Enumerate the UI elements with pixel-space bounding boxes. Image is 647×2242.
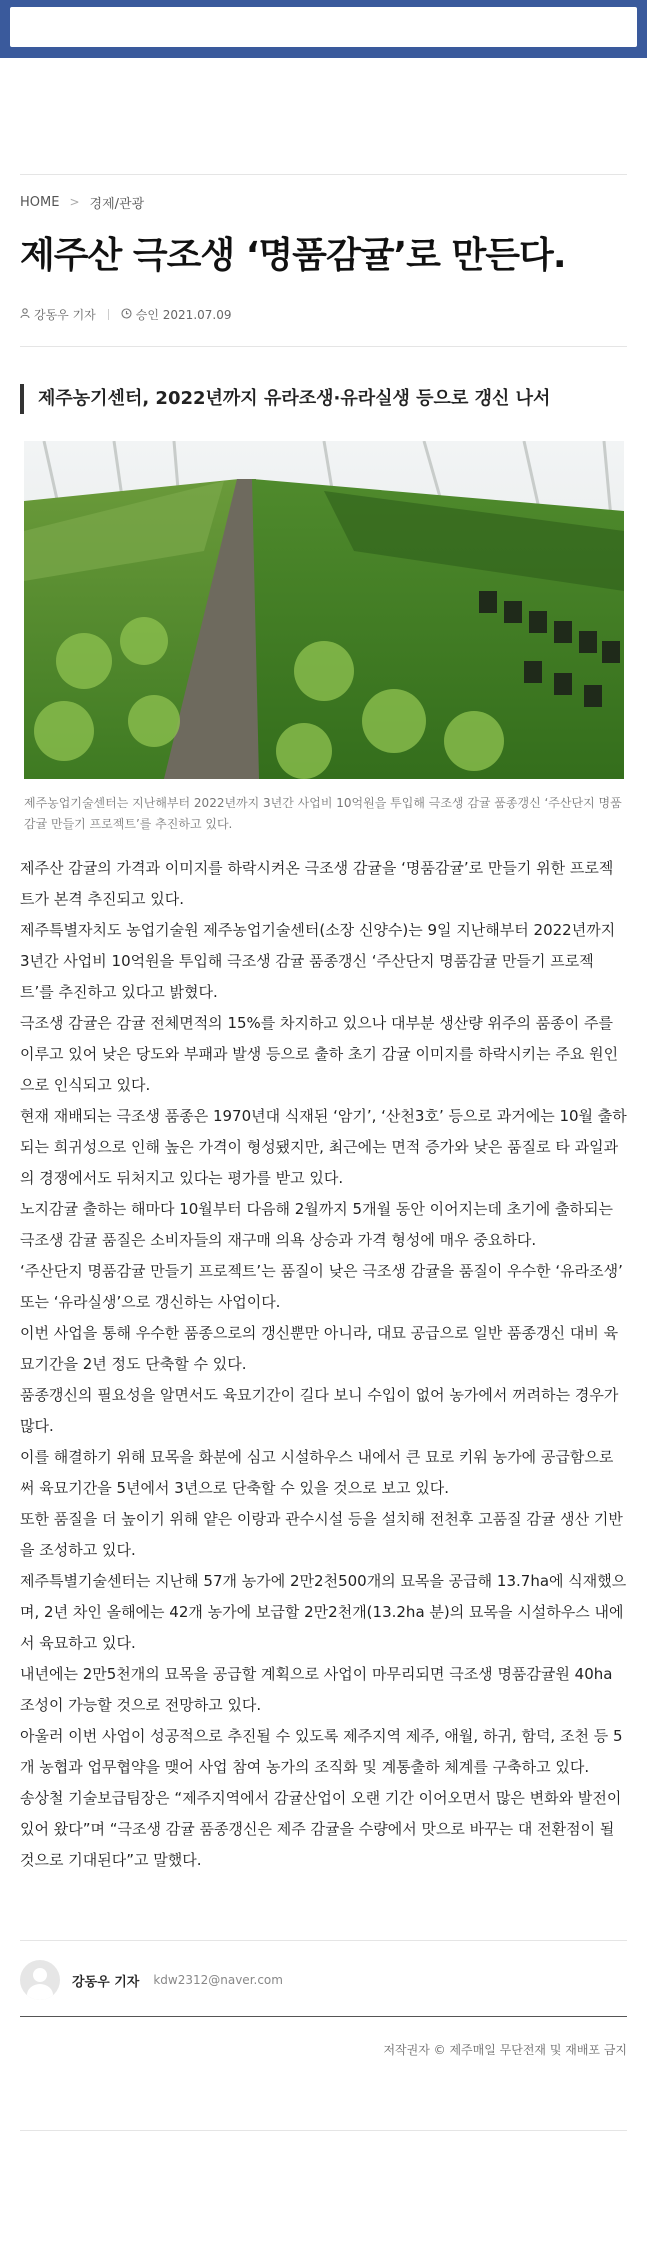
breadcrumb-section[interactable]: 경제/관광 xyxy=(89,196,145,212)
divider xyxy=(20,1940,627,1941)
article-photo[interactable] xyxy=(24,441,624,779)
breadcrumb xyxy=(20,192,627,212)
article-paragraph: 제주특별기술센터는 지난해 57개 농가에 2만2천500개의 묘목을 공급해 13.7ha에 식재했으며, 2년 차인 올해에는 42개 농가에 보급할 2만2천개(13.2ha 분)의 묘목을 시설하우스 내에서 육묘하고 있다. xyxy=(20,1572,627,1652)
chevron-right-icon: > xyxy=(69,195,80,209)
divider xyxy=(20,346,627,347)
meta-divider xyxy=(108,309,109,320)
person-icon xyxy=(20,308,30,321)
article-paragraph: 이번 사업을 통해 우수한 품종으로의 갱신뿐만 아니라, 대묘 공급으로 일반 품종갱신 대비 육묘기간을 2년 정도 단축할 수 있다. xyxy=(20,1324,619,1373)
article-paragraph: 또한 품질을 더 높이기 위해 얕은 이랑과 관수시설 등을 설치해 전천후 고품질 감귤 생산 기반을 조성하고 있다. xyxy=(20,1510,623,1559)
byline-email[interactable]: kdw2312@naver.com xyxy=(153,1973,283,1987)
article-subtitle: 제주농기센터, 2022년까지 유라조생·유라실생 등으로 갱신 나서 xyxy=(20,384,627,414)
article-paragraph: 극조생 감귤은 감귤 전체면적의 15%를 차지하고 있으나 대부분 생산량 위주의 품종이 주를 이루고 있어 낮은 당도와 부패과 발생 등으로 출하 초기 감귤 이미지를 하락시키는 주요 원인으로 인식되고 있다. xyxy=(20,1014,619,1094)
breadcrumb-home[interactable]: HOME xyxy=(20,194,60,210)
divider xyxy=(20,174,627,175)
article-paragraph: ‘주산단지 명품감귤 만들기 프로젝트’는 품질이 낮은 극조생 감귤을 품질이 우수한 ‘유라조생’ 또는 ‘유라실생’으로 갱신하는 사업이다. xyxy=(20,1262,623,1311)
avatar xyxy=(20,1960,60,2000)
article-paragraph: 아울러 이번 사업이 성공적으로 추진될 수 있도록 제주지역 제주, 애월, 하귀, 함덕, 조천 등 5개 농협과 업무협약을 맺어 사업 참여 농가의 조직화 및 계통출하 체계를 구축하고 있다. xyxy=(20,1727,623,1776)
clock-icon xyxy=(121,308,132,322)
divider xyxy=(20,2016,627,2017)
photo-caption: 제주농업기술센터는 지난해부터 2022년까지 3년간 사업비 10억원을 투입해 극조생 감귤 품종갱신 ‘주산단지 명품감귤 만들기 프로젝트’를 추진하고 있다. xyxy=(24,796,622,831)
article-paragraph: 제주산 감귤의 가격과 이미지를 하락시켜온 극조생 감귤을 ‘명품감귤’로 만들기 위한 프로젝트가 본격 추진되고 있다. xyxy=(20,859,614,908)
article-author[interactable]: 강동우 기자 xyxy=(34,308,96,322)
copyright-notice: 저작권자 © 제주매일 무단전재 및 재배포 금지 xyxy=(383,2043,627,2057)
article-meta xyxy=(20,306,627,323)
divider xyxy=(20,2130,627,2131)
article-paragraph: 제주특별자치도 농업기술원 제주농업기술센터(소장 신양수)는 9일 지난해부터 2022년까지 3년간 사업비 10억원을 투입해 극조생 감귤 품종갱신 ‘주산단지 명품감귤 만들기 프로젝트’를 추진하고 있다고 밝혔다. xyxy=(20,921,616,1001)
article-paragraph: 송상철 기술보급팀장은 “제주지역에서 감귤산업이 오랜 기간 이어오면서 많은 변화와 발전이 있어 왔다”며 “극조생 감귤 품종갱신은 제주 감귤을 수량에서 맛으로 바꾸는 대 전환점이 될 것으로 기대된다”고 말했다. xyxy=(20,1789,622,1869)
article-title: 제주산 극조생 ‘명품감귤’로 만든다. xyxy=(20,235,566,276)
article-body xyxy=(20,853,627,1876)
article-paragraph: 현재 재배되는 극조생 품종은 1970년대 식재된 ‘암기’, ‘산천3호’ 등으로 과거에는 10월 출하되는 희귀성으로 인해 높은 가격이 형성됐지만, 최근에는 면적 증가와 낮은 품질로 타 과일과의 경쟁에서도 뒤처지고 있다는 평가를 받고 있다. xyxy=(20,1107,627,1187)
article-paragraph: 이를 해결하기 위해 묘목을 화분에 심고 시설하우스 내에서 큰 묘로 키워 농가에 공급함으로써 육묘기간을 5년에서 3년으로 단축할 수 있을 것으로 보고 있다. xyxy=(20,1448,614,1497)
site-header-bar xyxy=(0,0,647,58)
article-date: 승인 2021.07.09 xyxy=(135,308,232,322)
article-paragraph: 내년에는 2만5천개의 묘목을 공급할 계획으로 사업이 마무리되면 극조생 명품감귤원 40ha 조성이 가능할 것으로 전망하고 있다. xyxy=(20,1665,613,1714)
header-search-box[interactable] xyxy=(10,7,637,47)
byline-name[interactable]: 강동우 기자 xyxy=(72,1974,140,1990)
byline-box xyxy=(20,1958,627,2002)
article-paragraph: 품종갱신의 필요성을 알면서도 육묘기간이 길다 보니 수입이 없어 농가에서 꺼려하는 경우가 많다. xyxy=(20,1386,619,1435)
article-paragraph: 노지감귤 출하는 해마다 10월부터 다음해 2월까지 5개월 동안 이어지는데 초기에 출하되는 극조생 감귤 품질은 소비자들의 재구매 의욕 상승과 가격 형성에 매우 중요하다. xyxy=(20,1200,614,1249)
greenhouse-photo xyxy=(24,441,624,779)
